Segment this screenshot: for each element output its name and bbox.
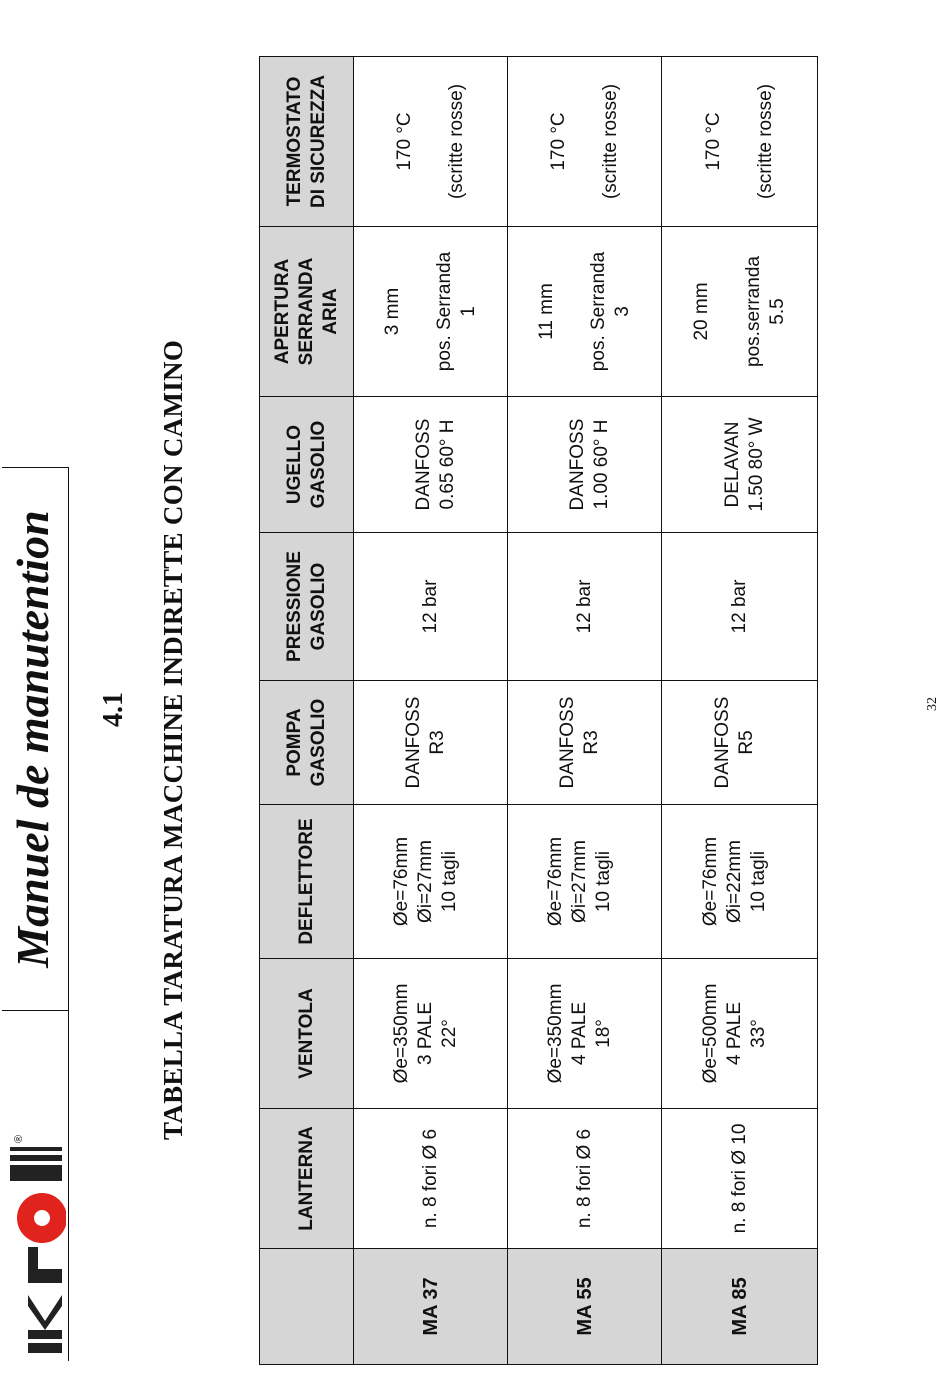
table-row (354, 57, 508, 1365)
logo-box (2, 1010, 69, 1361)
cell-ugello: DELAVAN 1.50 80° W (662, 397, 818, 533)
cell-pressione: 12 bar (662, 533, 818, 681)
column-header: LANTERNA (260, 1109, 354, 1249)
registered-mark: ® (13, 1134, 25, 1143)
row-header-model: MA 85 (662, 1249, 818, 1365)
calibration-table (259, 56, 818, 1365)
table-row (662, 57, 818, 1365)
column-header: DEFLETTORE (260, 805, 354, 959)
header-row (260, 57, 354, 1365)
cell-termostato: 170 °C (scritte rosse) (662, 57, 818, 227)
document-title: Manuel de manutention (7, 510, 58, 968)
column-header: PRESSIONE GASOLIO (260, 533, 354, 681)
cell-lanterna: n. 8 fori Ø 10 (662, 1109, 818, 1249)
cell-pompa: DANFOSS R3 (354, 681, 508, 805)
cell-ventola: Øe=350mm 4 PALE 18° (508, 959, 662, 1109)
page-number: 32 (925, 697, 940, 711)
cell-lanterna: n. 8 fori Ø 6 (508, 1109, 662, 1249)
cell-termostato: 170 °C (scritte rosse) (508, 57, 662, 227)
cell-ugello: DANFOSS 1.00 60° H (508, 397, 662, 533)
column-header: APERTURA SERRANDA ARIA (260, 227, 354, 397)
corner-header-cell (260, 1249, 354, 1365)
cell-serranda: 3 mm pos. Serranda 1 (354, 227, 508, 397)
cell-lanterna: n. 8 fori Ø 6 (354, 1109, 508, 1249)
cell-pompa: DANFOSS R3 (508, 681, 662, 805)
column-header: TERMOSTATO DI SICUREZZA (260, 57, 354, 227)
cell-deflettore: Øe=76mm Øi=22mm 10 tagli (662, 805, 818, 959)
row-header-model: MA 37 (354, 1249, 508, 1365)
cell-ventola: Øe=500mm 4 PALE 33° (662, 959, 818, 1109)
header-title-box (2, 467, 69, 1011)
cell-termostato: 170 °C (scritte rosse) (354, 57, 508, 227)
cell-serranda: 11 mm pos. Serranda 3 (508, 227, 662, 397)
cell-ventola: Øe=350mm 3 PALE 22° (354, 959, 508, 1109)
column-header: UGELLO GASOLIO (260, 397, 354, 533)
cell-pompa: DANFOSS R5 (662, 681, 818, 805)
page-header (2, 29, 68, 1361)
table-title: TABELLA TARATURA MACCHINE INDIRETTE CON CAMINO (158, 339, 188, 1140)
column-header: VENTOLA (260, 959, 354, 1109)
cell-serranda: 20 mm pos.serranda 5.5 (662, 227, 818, 397)
section-number: 4.1 (98, 692, 129, 727)
cell-ugello: DANFOSS 0.65 60° H (354, 397, 508, 533)
cell-deflettore: Øe=76mm Øi=27mm 10 tagli (508, 805, 662, 959)
cell-pressione: 12 bar (354, 533, 508, 681)
table-row (508, 57, 662, 1365)
column-header: POMPA GASOLIO (260, 681, 354, 805)
cell-pressione: 12 bar (508, 533, 662, 681)
logo-brand-text: Krol (4, 1359, 5, 1361)
cell-deflettore: Øe=76mm Øi=27mm 10 tagli (354, 805, 508, 959)
row-header-model: MA 55 (508, 1249, 662, 1365)
krol-logo (4, 1021, 66, 1361)
